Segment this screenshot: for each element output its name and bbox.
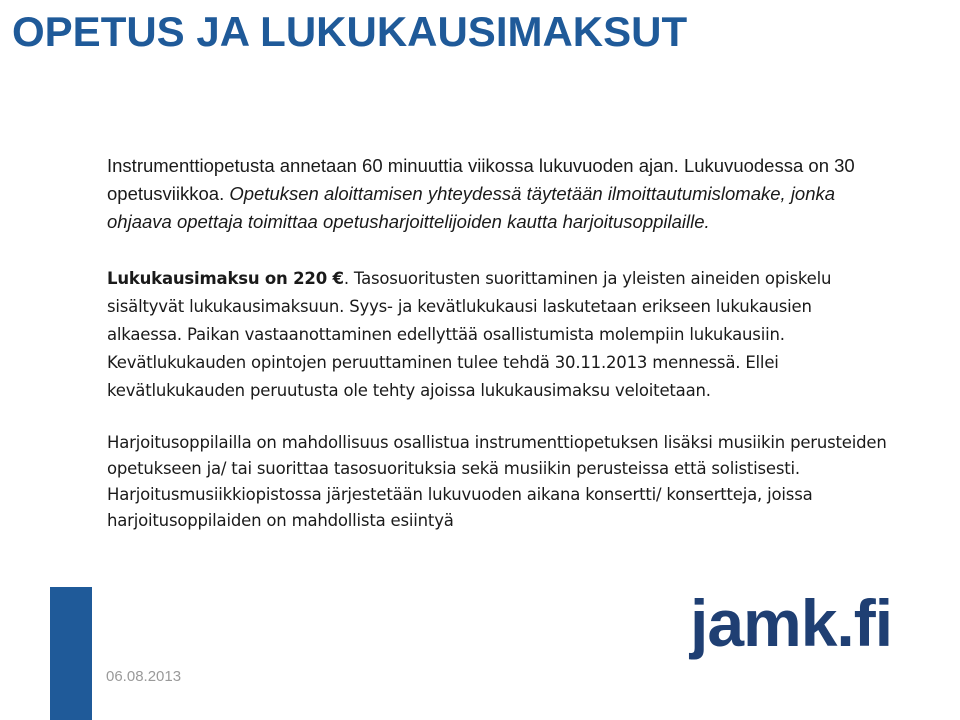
paragraph-lesson-info [107, 152, 887, 236]
slide-date: 06.08.2013 [106, 668, 182, 685]
tuition-fee-details: . Tasosuoritusten suorittaminen ja yleisten aineiden opiskelu sisältyvät lukukausimaksuun. Syys- ja kevätlukukausi laskutetaan erikseen lukukausien alkaessa. Paikan vastaanottaminen edellyttää osallistumista molempiin lukukausiin. Kevätlukukauden opintojen peruuttaminen tulee tehdä 30.11.2013 mennessä. Ellei kevätlukukauden peruutusta ole tehty ajoissa lukukausimaksu veloitetaan. [107, 269, 832, 400]
paragraph-tuition-fee [107, 265, 887, 405]
paragraph-lesson-info-italic: Opetuksen aloittamisen yhteydessä täytetään ilmoittautumislomake, jonka ohjaava opettaja toimittaa opetusharjoittelijoiden kautta harjoitusoppilaille. [107, 183, 836, 232]
slide-title: OPETUS JA LUKUKAUSIMAKSUT [12, 8, 688, 55]
paragraph-extra-activities: Harjoitusoppilailla on mahdollisuus osallistua instrumenttiopetuksen lisäksi musiikin perusteiden opetukseen ja/ tai suorittaa tasosuorituksia sekä musiikin perusteissa että solistisesti. Harjoitusmusiikkiopistossa järjestetään lukuvuoden aikana konsertti/ konsertteja, joissa harjoitusoppilaiden on mahdollista esiintyä [107, 433, 887, 530]
accent-bar [50, 587, 92, 720]
paragraph-lesson-info-normal: Instrumenttiopetusta annetaan 60 minuuttia viikossa lukuvuoden ajan. Lukuvuodessa on 30 opetusviikkoa. [107, 155, 855, 204]
jamk-logo: jamk.fi [690, 586, 893, 660]
tuition-fee-highlight: Lukukausimaksu on 220 € [107, 269, 344, 288]
